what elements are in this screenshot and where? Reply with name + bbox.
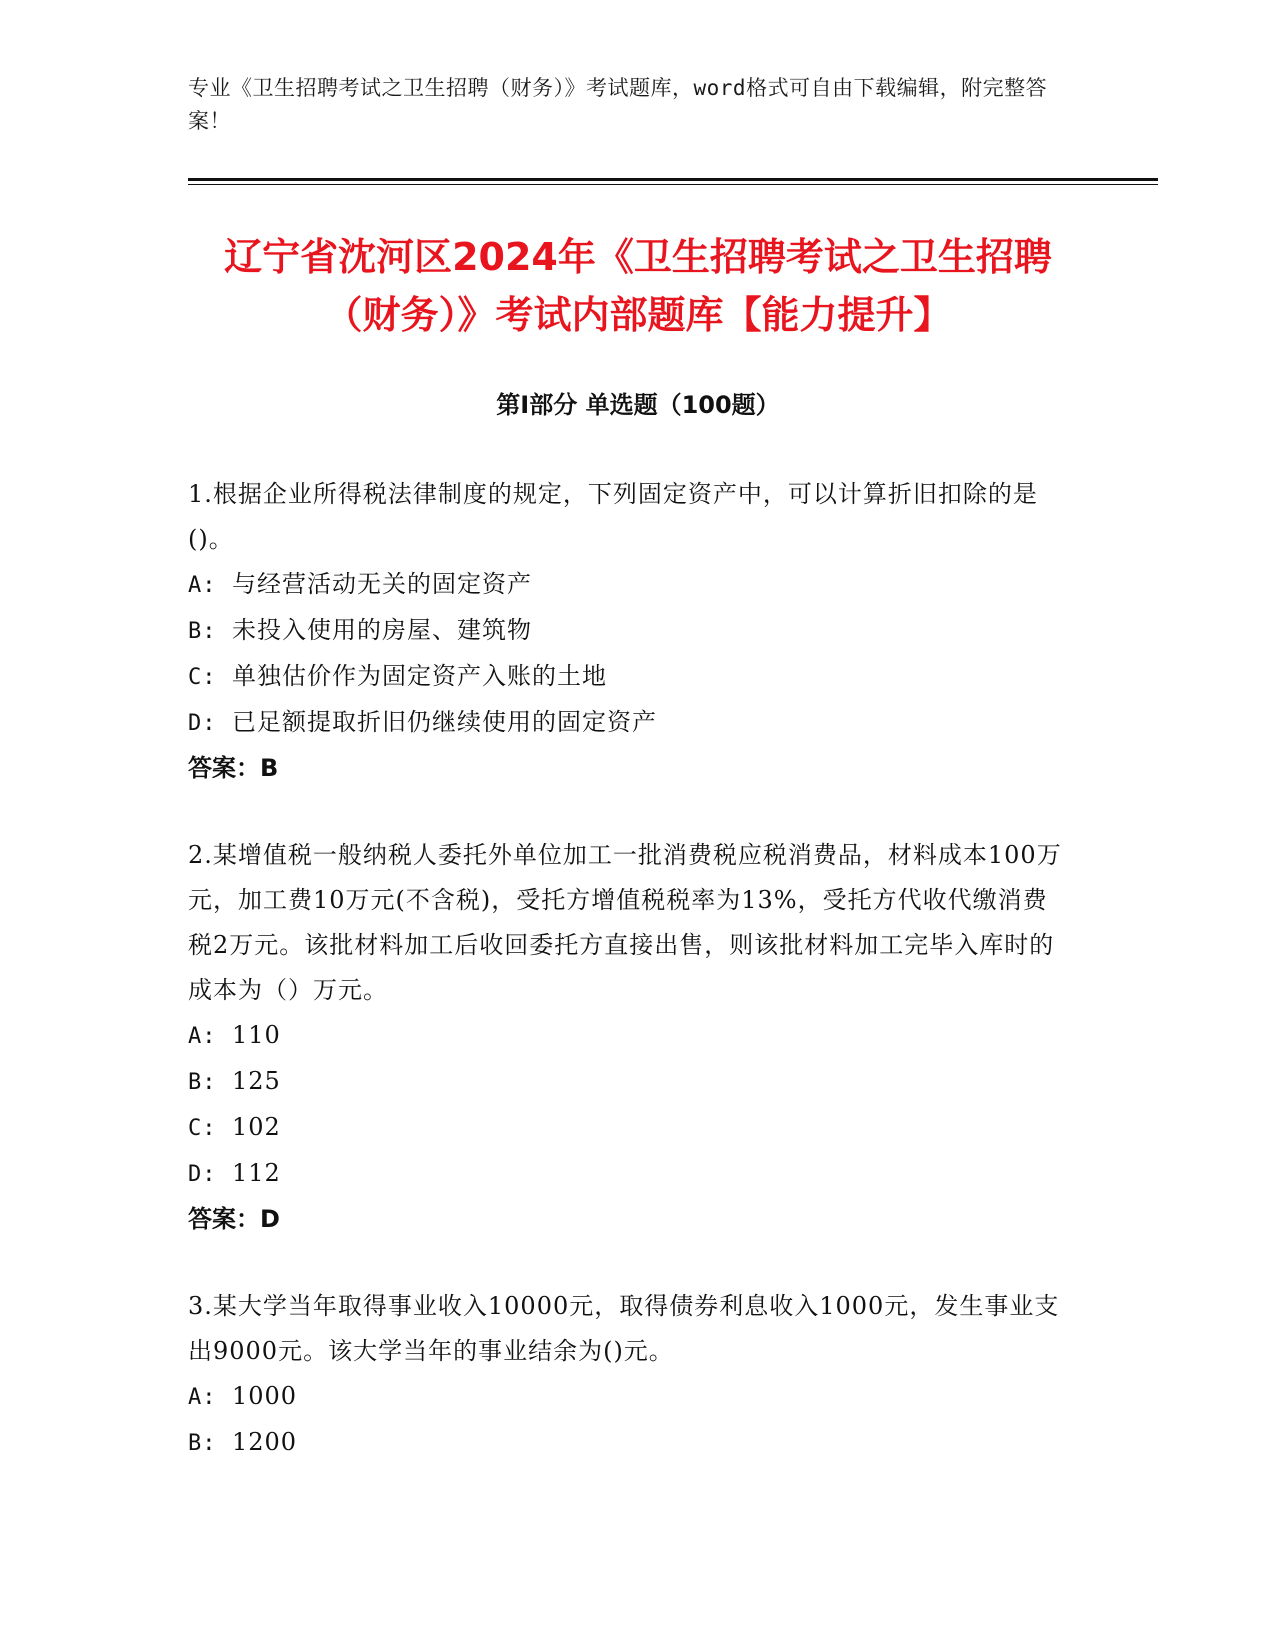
question-3 [188,1284,1068,1466]
question-stem: 3.某大学当年取得事业收入10000元，取得债券利息收入1000元，发生事业支出9000元。该大学当年的事业结余为()元。 [188,1292,1060,1365]
option-d [188,1151,1068,1197]
option-text: 与经营活动无关的固定资产 [232,570,532,598]
option-a [188,1013,1068,1059]
option-c [188,1105,1068,1151]
option-text: 1000 [232,1382,298,1410]
option-text: 112 [232,1159,281,1187]
option-a [188,1374,1068,1420]
header-note: 专业《卫生招聘考试之卫生招聘（财务）》考试题库，word格式可自由下载编辑，附完整答案！ [188,76,1048,133]
option-c [188,654,1068,700]
option-text: 110 [232,1021,281,1049]
question-stem: 1.根据企业所得税法律制度的规定，下列固定资产中，可以计算折旧扣除的是()。 [188,480,1038,553]
option-text: 102 [232,1113,281,1141]
option-text: 单独估价作为固定资产入账的土地 [232,662,607,690]
option-a [188,562,1068,608]
option-key: A: [188,573,217,598]
option-text: 未投入使用的房屋、建筑物 [232,616,532,644]
option-text: 1200 [232,1428,298,1456]
answer: 答案：D [188,1205,280,1233]
header-rule-thin [188,184,1158,185]
option-b [188,608,1068,654]
option-key: D: [188,711,217,736]
option-key: B: [188,619,217,644]
question-list [188,472,1068,1508]
question-stem: 2.某增值税一般纳税人委托外单位加工一批消费税应税消费品，材料成本100万元，加工费10万元(不含税)，受托方增值税税率为13%，受托方代收代缴消费税2万元。该批材料加工后收回委托方直接出售，则该批材料加工完毕入库时的成本为（）万元。 [188,841,1062,1004]
option-key: C: [188,665,217,690]
option-key: C: [188,1116,217,1141]
option-key: A: [188,1024,217,1049]
question-1 [188,472,1068,791]
option-b [188,1420,1068,1466]
document-title: 辽宁省沈河区2024年《卫生招聘考试之卫生招聘（财务）》考试内部题库【能力提升】 [224,235,1052,337]
option-b [188,1059,1068,1105]
option-key: B: [188,1431,217,1456]
question-2 [188,833,1068,1242]
header-rule-thick [188,178,1158,181]
option-d [188,700,1068,746]
option-key: A: [188,1385,217,1410]
option-text: 已足额提取折旧仍继续使用的固定资产 [232,708,657,736]
answer: 答案：B [188,754,279,782]
option-key: B: [188,1070,217,1095]
section-title: 第Ⅰ部分 单选题（100题） [496,391,780,419]
option-key: D: [188,1162,217,1187]
option-text: 125 [232,1067,281,1095]
